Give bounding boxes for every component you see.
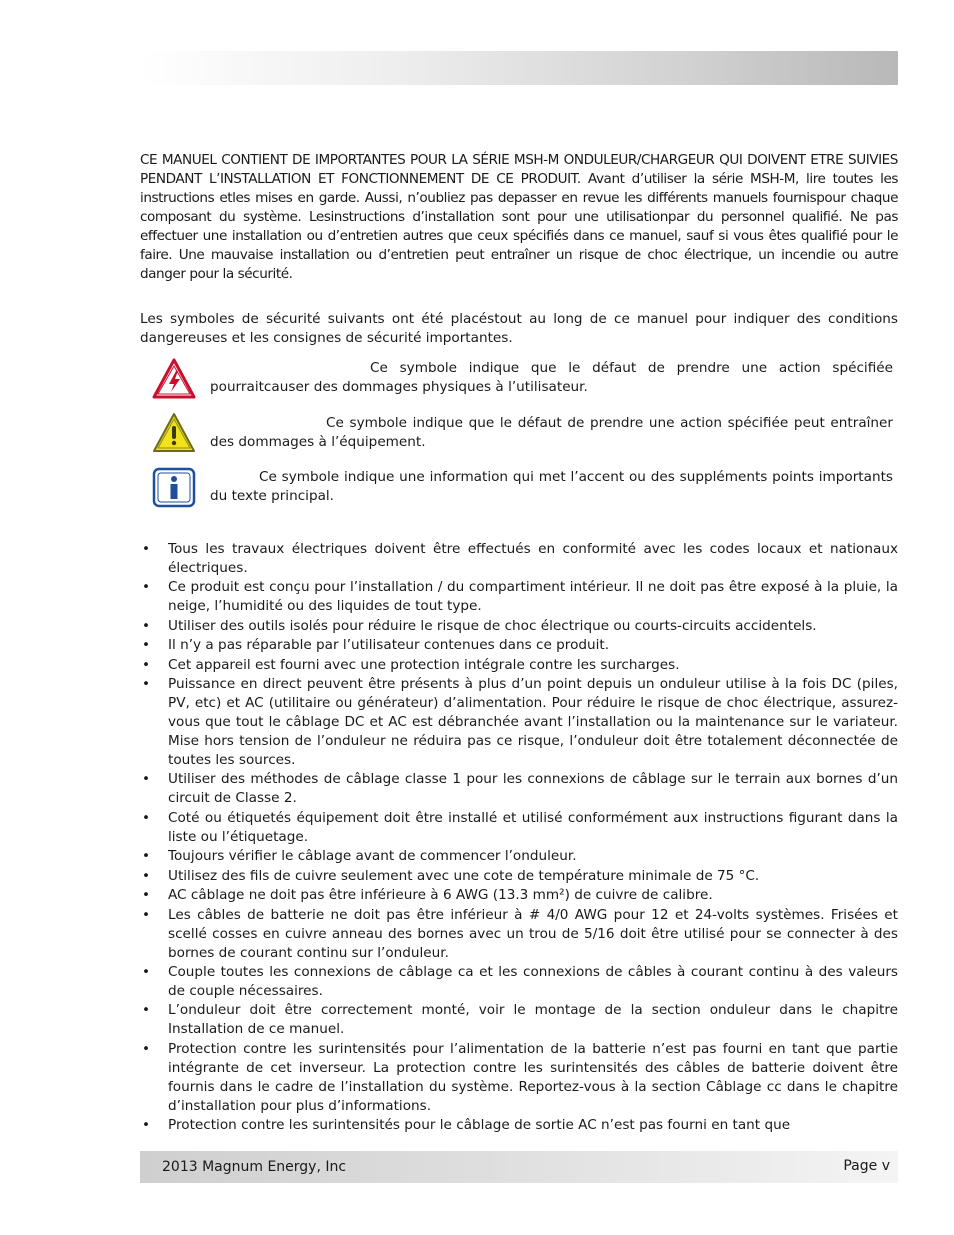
list-item: • Tous les travaux électriques doivent être effectués en conformité avec les codes locaux et nationaux électriques. (140, 540, 898, 578)
caution-icon (152, 412, 196, 454)
list-item: • Cet appareil est fourni avec une protection intégrale contre les surcharges. (140, 656, 898, 675)
list-item: • Couple toutes les connexions de câblage ca et les connexions de câbles à courant continu à des valeurs de couple nécessaires. (140, 963, 898, 1001)
list-item: • Utiliser des outils isolés pour réduire le risque de choc électrique ou courts-circuits accidentels. (140, 617, 898, 636)
list-item: • Coté ou étiquetés équipement doit être installé et utilisé conformément aux instructions figurant dans la liste ou l’étiquetage. (140, 809, 898, 847)
safety-bullet-list (140, 540, 898, 1136)
list-item: • Utiliser des méthodes de câblage classe 1 pour les connexions de câblage sur le terrain aux bornes d’un circuit de Classe 2. (140, 770, 898, 808)
list-item: • AC câblage ne doit pas être inférieure à 6 AWG (13.3 mm²) de cuivre de calibre. (140, 886, 898, 905)
info-icon (152, 467, 196, 509)
list-item: • Puissance en direct peuvent être présents à plus d’un point depuis un onduleur utilise à la fois DC (piles, PV, etc) et AC (utilitaire ou générateur) d’alimentation. Pour réduire le risque de choc électrique, assurez-vous que tout le câblage DC et AC est débranchée avant l’installation ou la maintenance sur le variateur. Mise hors tension de l’onduleur ne réduira pas ce risque, l’onduleur doit être totalement déconnectée de toutes les sources. (140, 675, 898, 770)
list-item: • Les câbles de batterie ne doit pas être inférieur à # 4/0 AWG pour 12 et 24-volts systèmes. Frisées et scellé cosses en cuivre anneau des bornes avec un trou de 5/16 doit être utilisé pour se connecter à des bornes de courant continu sur l’onduleur. (140, 906, 898, 963)
symbol-text-caution: Ce symbole indique que le défaut de prendre une action spécifiée peut entraîner des dommages à l’équipement. (210, 415, 893, 450)
symbol-text-danger: Ce symbole indique que le défaut de prendre une action spécifiée pourraitcauser des dommages physiques à l’utilisateur. (210, 360, 893, 395)
page-number: Page v (843, 1158, 890, 1174)
list-item: • Protection contre les surintensités pour l’alimentation de la batterie n’est pas fourni en tant que partie intégrante de cet inverseur. La protection contre les surintensités des câbles de batterie doivent être fournis dans le cadre de l’installation du système. Reportez-vous à la section Câblage cc dans le chapitre d’installation pour plus d’informations. (140, 1040, 898, 1116)
list-item: • Utilisez des fils de cuivre seulement avec une cote de température minimale de 75 °C. (140, 867, 898, 886)
list-item: • Ce produit est conçu pour l’installation / du compartiment intérieur. Il ne doit pas être exposé à la pluie, la neige, l’humidité ou des liquides de tout type. (140, 578, 898, 616)
list-item: • L’onduleur doit être correctement monté, voir le montage de la section onduleur dans le chapitre Installation de ce manuel. (140, 1001, 898, 1039)
list-item: • Toujours vérifier le câblage avant de commencer l’onduleur. (140, 847, 898, 866)
symbols-intro-paragraph: Les symboles de sécurité suivants ont été placéstout au long de ce manuel pour indiquer des conditions dangereuses et les consignes de sécurité importantes. (140, 311, 898, 346)
footer-bar (140, 1151, 898, 1183)
electrical-hazard-icon (152, 358, 196, 400)
intro-paragraph: CE MANUEL CONTIENT DE IMPORTANTES POUR LA SÉRIE MSH-M ONDULEUR/CHARGEUR QUI DOIVENT ETRE SUIVIES PENDANT L’INSTALLATION ET FONCTIONNEMENT DE CE PRODUIT. Avant d’utiliser la série MSH-M, lire toutes les instructions etles mises en garde. Aussi, n’oubliez pas depasser en revue les différents manuels fournispour chaque composant du système. Lesinstructions d’installation sont pour une utilisationpar du personnel qualifié. Ne pas effectuer une installation ou d’entretien autres que ceux spécifiés dans ce manuel, sauf si vous êtes qualifié pour le faire. Une mauvaise installation ou d’entretien peut entraîner un risque de choc électrique, un incendie ou autre danger pour la sécurité. (140, 152, 898, 282)
list-item: • Il n’y a pas réparable par l’utilisateur contenues dans ce produit. (140, 636, 898, 655)
symbol-text-info: Ce symbole indique une information qui met l’accent ou des suppléments points importants du texte principal. (210, 469, 893, 504)
header-bar (140, 51, 898, 85)
footer-copyright: 2013 Magnum Energy, Inc (162, 1159, 347, 1175)
list-item: • Protection contre les surintensités pour le câblage de sortie AC n’est pas fourni en tant que (140, 1116, 898, 1135)
